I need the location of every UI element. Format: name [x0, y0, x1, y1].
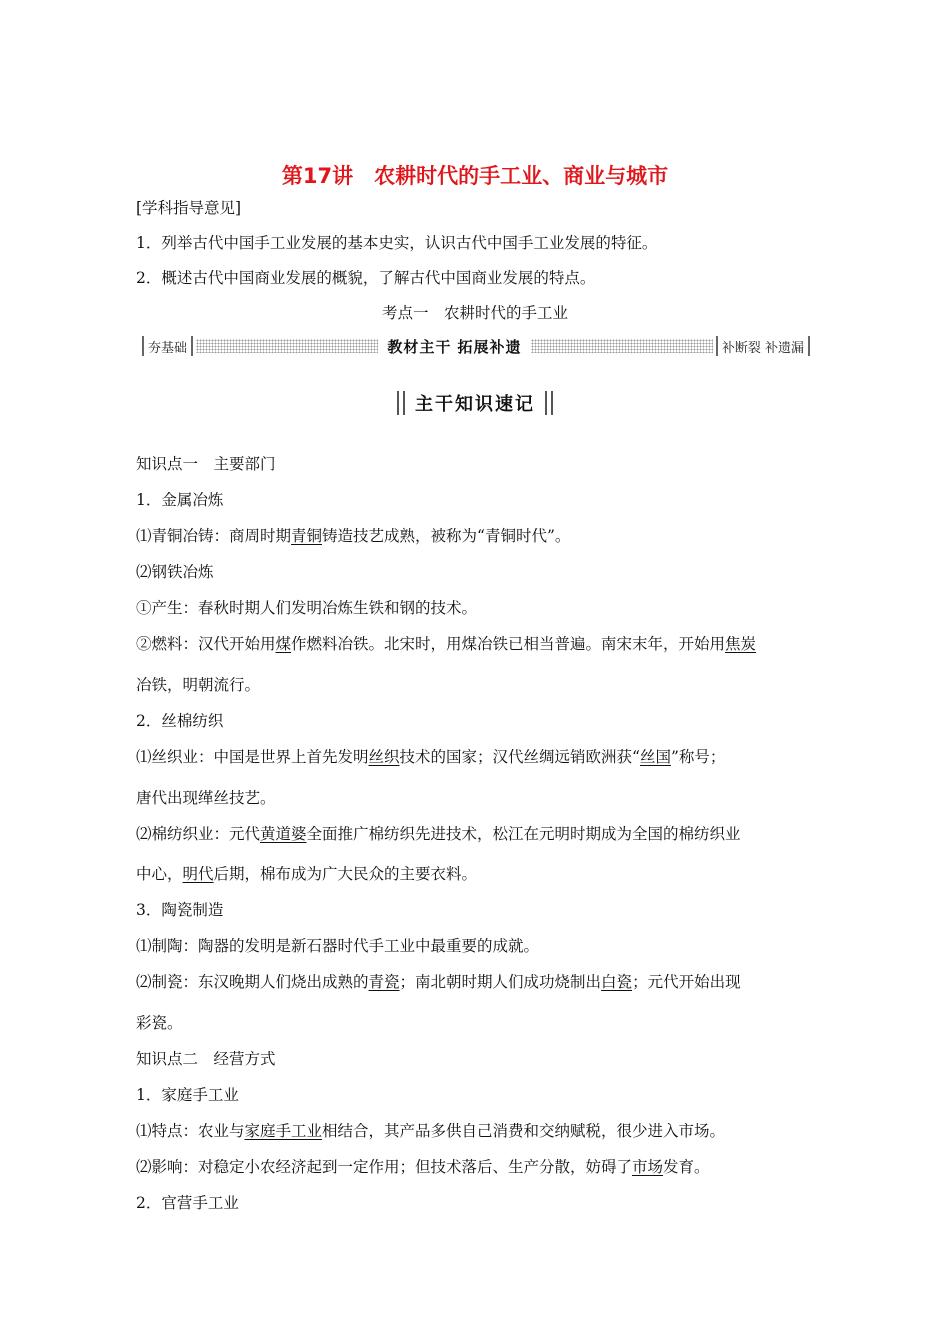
porcelain-cont: 彩瓷。	[136, 1014, 183, 1032]
pottery-line: ⑴制陶：陶器的发明是新石器时代手工业中最重要的成就。	[136, 937, 540, 955]
text-segment: ；元代开始出现	[632, 973, 741, 991]
underlined-term: 明代	[182, 865, 214, 883]
text-segment: 技术的国家；汉代丝绸远销欧洲获“	[399, 748, 640, 766]
underlined-term: 青瓷	[368, 973, 400, 991]
text-segment: ；南北朝时期人们成功烧制出	[399, 973, 602, 991]
textile-heading: 2．丝棉纺织	[136, 712, 224, 730]
underlined-term: 黄道婆	[260, 825, 307, 843]
text-segment: 中心，	[136, 865, 183, 883]
cotton-line	[136, 822, 741, 844]
guidance-item-2: 2．概述古代中国商业发展的概貌，了解古代中国商业发展的特点。	[136, 269, 596, 287]
banner-right-bar	[808, 336, 810, 356]
text-segment: ⑵棉纺织业：元代	[136, 825, 261, 843]
kp1-heading: 知识点一 主要部门	[136, 455, 276, 473]
heading-bar	[403, 391, 405, 415]
text-segment: ⑵制瓷：东汉晚期人们烧出成熟的	[136, 973, 369, 991]
text-segment: 铸造技艺成熟，被称为“青铜时代”。	[322, 527, 571, 545]
heading-bar	[551, 391, 553, 415]
steel-fuel-cont: 冶铁，明朝流行。	[136, 676, 261, 694]
heading-bar	[545, 391, 547, 415]
guidance-heading: [学科指导意见]	[136, 199, 242, 217]
family-heading: 1．家庭手工业	[136, 1086, 239, 1104]
metal-heading: 1．金属冶炼	[136, 491, 224, 509]
lesson-title: 第17讲 农耕时代的手工业、商业与城市	[281, 164, 669, 188]
underlined-term: 焦炭	[725, 635, 757, 653]
silk-line	[136, 745, 725, 767]
bronze-line	[136, 524, 570, 546]
steel-fuel-line	[136, 632, 756, 654]
underlined-term: 家庭手工业	[244, 1122, 323, 1140]
banner-divider	[191, 336, 193, 356]
family-feature	[136, 1119, 725, 1141]
underlined-term: 丝织	[368, 748, 400, 766]
text-segment: 作燃料冶铁。北宋时，用煤冶铁已相当普遍。南宋末年，开始用	[291, 635, 726, 653]
text-segment: ②燃料：汉代开始用	[136, 635, 276, 653]
banner-dotted-fill-left	[196, 339, 378, 353]
text-segment: 发育。	[663, 1158, 710, 1176]
ceramics-heading: 3．陶瓷制造	[136, 901, 224, 919]
text-segment: 相结合，其产品多供自己消费和交纳赋税，很少进入市场。	[322, 1122, 726, 1140]
underlined-term: 青铜	[291, 527, 323, 545]
section-title: 考点一 农耕时代的手工业	[381, 304, 568, 322]
knowledge-title: 主干知识速记	[415, 394, 535, 415]
silk-cont: 唐代出现缂丝技艺。	[136, 789, 276, 807]
underlined-term: 白瓷	[601, 973, 633, 991]
underlined-term: 丝国	[639, 748, 671, 766]
text-segment: 全面推广棉纺织先进技术，松江在元明时期成为全国的棉纺织业	[306, 825, 741, 843]
official-heading: 2．官营手工业	[136, 1194, 239, 1212]
text-segment: ⑴青铜冶铸：商周时期	[136, 527, 292, 545]
cotton-cont	[136, 862, 477, 884]
kp2-heading: 知识点二 经营方式	[136, 1050, 276, 1068]
family-influence	[136, 1155, 710, 1177]
underlined-term: 市场	[632, 1158, 664, 1176]
text-segment: 后期，棉布成为广大民众的主要衣料。	[213, 865, 478, 883]
knowledge-heading	[0, 390, 950, 416]
underlined-term: 煤	[275, 635, 292, 653]
heading-bar	[397, 391, 399, 415]
text-segment: ”称号；	[670, 748, 726, 766]
text-segment: ⑵影响：对稳定小农经济起到一定作用；但技术落后、生产分散，妨碍了	[136, 1158, 633, 1176]
guidance-item-1: 1．列举古代中国手工业发展的基本史实，认识古代中国手工业发展的特征。	[136, 234, 658, 252]
text-segment: ⑴特点：农业与	[136, 1122, 245, 1140]
section-banner	[142, 334, 810, 358]
banner-left-label: 夯基础	[148, 340, 188, 356]
banner-dotted-fill-right	[531, 339, 713, 353]
porcelain-line	[136, 970, 741, 992]
steel-heading: ⑵钢铁冶炼	[136, 563, 214, 581]
steel-origin: ①产生：春秋时期人们发明冶炼生铁和钢的技术。	[136, 599, 478, 617]
text-segment: ⑴丝织业：中国是世界上首先发明	[136, 748, 369, 766]
banner-middle-label: 教材主干 拓展补遗	[387, 337, 522, 356]
banner-right-label: 补断裂 补遗漏	[721, 340, 805, 356]
